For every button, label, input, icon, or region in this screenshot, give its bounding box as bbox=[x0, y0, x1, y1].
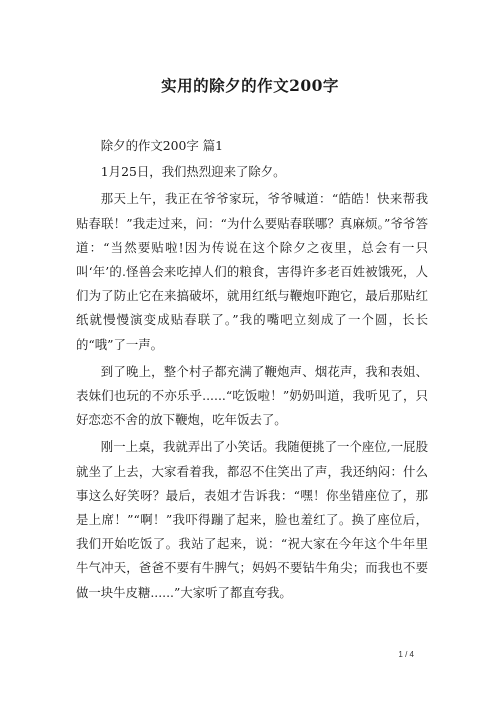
document-title: 实用的除夕的作文200字 bbox=[161, 76, 339, 95]
document-body bbox=[76, 134, 428, 608]
page-indicator: 1 / 4 bbox=[398, 650, 414, 659]
paragraph-date: 1月25日，我们热烈迎来了除夕。 bbox=[100, 164, 286, 180]
paragraph-spring-couplets: 那天上午，我正在爷爷家玩，爷爷喊道：“皓皓！快来帮我贴春联！”我走过来，问：“为什么要贴春联哪？真麻烦。”爷爷答道：“当然要贴啦!因为传说在这个除夕之夜里，总会有一只叫‘年’的.怪兽会来吃掉人们的粮食，害得许多老百姓被饿死，人们为了防止它在来搞破坏，就用红纸与鞭炮吓跑它，最后那贴红纸就慢慢演变成贴春联了。”我的嘴吧立刻成了一个圆，长长的“哦”了一声。 bbox=[76, 191, 428, 352]
section-heading: 除夕的作文200字 篇1 bbox=[100, 138, 224, 153]
paragraph-dinner: 刚一上桌，我就弄出了小笑话。我随便挑了一个座位,一屁股就坐了上去，大家看着我，都忍不住笑出了声，我还纳闷：什么事这么好笑呀？最后，表姐才告诉我：“嘿！你坐错座位了，那是上席！”“啊！”我吓得蹦了起来，脸也羞红了。换了座位后，我们开始吃饭了。我站了起来，说：“祝大家在今年这个牛年里牛气冲天，爸爸不要有牛脾气；妈妈不要钻牛角尖；而我也不要做一块牛皮糖......”大家听了都直夸我。 bbox=[76, 439, 428, 600]
paragraph-evening-fireworks: 到了晚上，整个村子都充满了鞭炮声、烟花声，我和表姐、表妹们也玩的不亦乐乎......“吃饭啦！”奶奶叫道，我听见了，只好恋恋不舍的放下鞭炮，吃年饭去了。 bbox=[76, 363, 428, 428]
